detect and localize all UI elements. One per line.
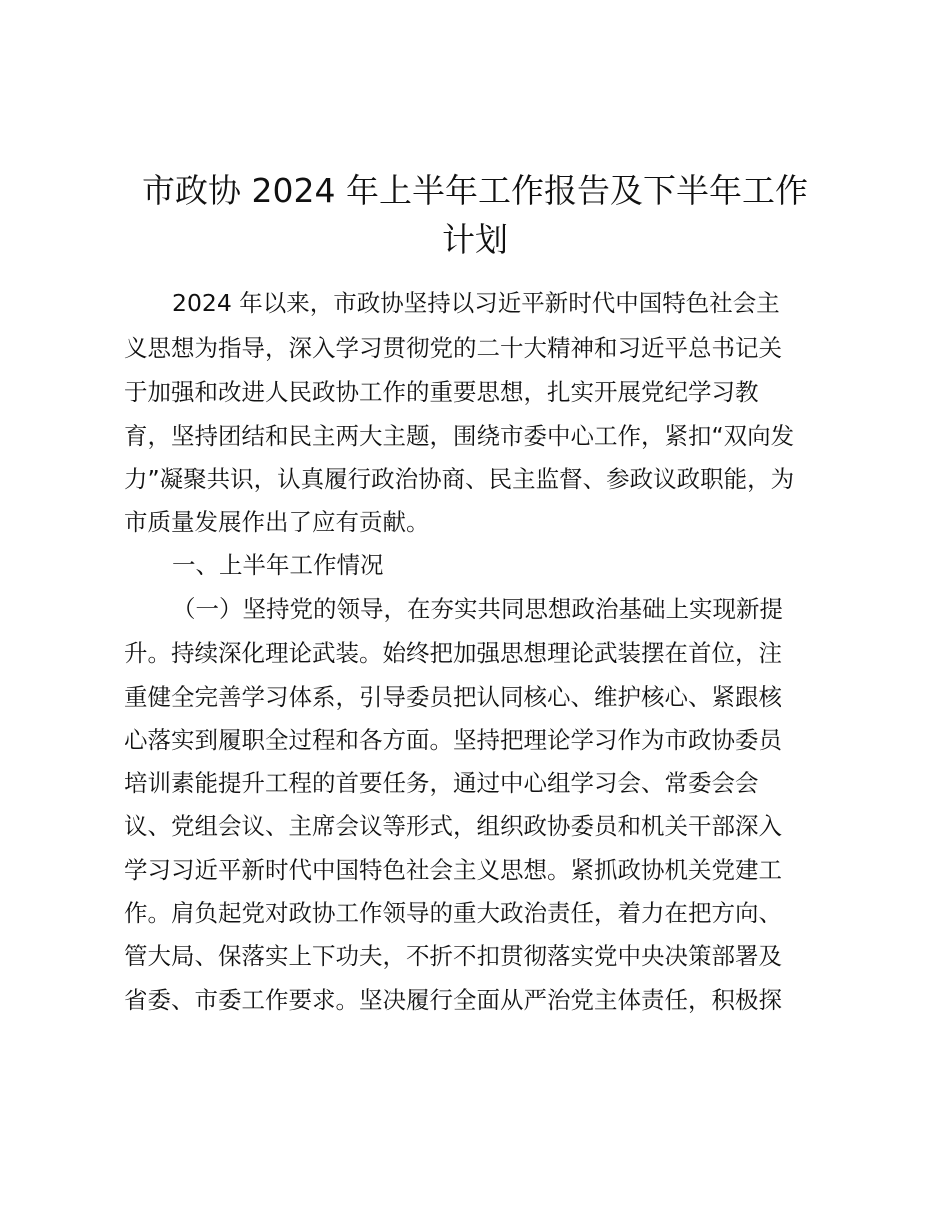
body-line: 培训素能提升工程的首要任务，通过中心组学习会、常委会会 (124, 769, 759, 797)
body-line: 2024 年以来，市政协坚持以习近平新时代中国特色社会主 (172, 289, 780, 317)
body-line: 心落实到履职全过程和各方面。坚持把理论学习作为市政协委员 (124, 726, 782, 754)
body-line: 义思想为指导，深入学习贯彻党的二十大精神和习近平总书记关 (124, 334, 782, 362)
body-line: 议、党组会议、主席会议等形式，组织政协委员和机关干部深入 (124, 812, 782, 840)
body-line: 重健全完善学习体系，引导委员把认同核心、维护核心、紧跟核 (124, 683, 782, 711)
body-line: 作。肩负起党对政协工作领导的重大政治责任，着力在把方向、 (124, 899, 782, 927)
body-line: 力”凝聚共识，认真履行政治协商、民主监督、参政议政职能，为 (124, 465, 795, 493)
subsection-heading-line: （一）坚持党的领导，在夯实共同思想政治基础上实现新提 (172, 595, 783, 623)
document-title-line-1: 市政协 2024 年上半年工作报告及下半年工作 (142, 171, 808, 210)
body-line: 管大局、保落实上下功夫，不折不扣贯彻落实党中央决策部署及 (124, 942, 782, 970)
body-line: 省委、市委工作要求。坚决履行全面从严治党主体责任，积极探 (124, 986, 782, 1014)
body-line: 市质量发展作出了应有贡献。 (124, 508, 430, 536)
body-line: 学习习近平新时代中国特色社会主义思想。紧抓政协机关党建工 (124, 856, 782, 884)
document-title-line-2: 计划 (442, 220, 508, 259)
section-heading: 一、上半年工作情况 (172, 551, 384, 579)
body-line: 育，坚持团结和民主两大主题，围绕市委中心工作，紧扣“双向发 (124, 422, 795, 450)
body-line: 于加强和改进人民政协工作的重要思想，扎实开展党纪学习教 (124, 378, 759, 406)
body-line: 升。持续深化理论武装。始终把加强思想理论武装摆在首位，注 (124, 639, 782, 667)
